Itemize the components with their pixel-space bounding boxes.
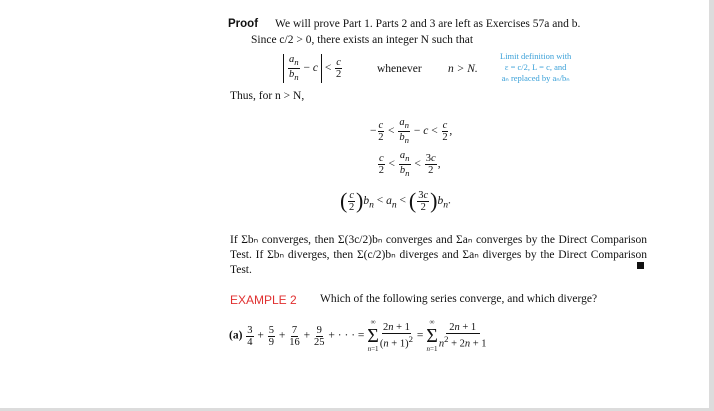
example-label: EXAMPLE 2: [230, 293, 297, 307]
proof-text: We will prove Part 1. Parts 2 and 3 are left as Exercises 57a and b.: [275, 18, 581, 30]
proof-label: Proof: [228, 18, 259, 30]
end-of-proof-icon: [637, 262, 644, 269]
example-question: Which of the following series converge, and which diverge?: [320, 293, 598, 305]
equation-3: ( $\frac{c}{2}$ )$b_n < a_n$ < ( $\frac{3c}{2}$ )$b_n$.: [340, 188, 451, 213]
whenever-text: whenever: [377, 63, 422, 75]
proof-line-1: [228, 18, 580, 30]
thus-text: Thus, for n > N,: [230, 90, 305, 102]
part-label: (a): [229, 329, 243, 342]
margin-note: Limit definition with ε = c/2, L = c, and aₙ replaced by aₙ/bₙ: [500, 51, 572, 83]
condition-text: n > N.: [448, 63, 478, 75]
equation-1: − $\frac{c}{2}$ < $\frac{a_n}{b_n}$ − c < $\frac{c}{2}$ ,: [370, 117, 453, 146]
series-a: (a) $\frac{3}{4}$ + $\frac{5}{9}$ + $\frac{7}{16}$ + $\frac{9}{25}$ + · · · = ∞ Σ n=1 $\frac{2n + 1}{(n + 1)^2}$ = ∞ Σ n=1 $\frac{2n + 1}{n^2 + 2n + 1}$: [229, 318, 487, 353]
proof-line-2: Since c/2 > 0, there exists an integer N such that: [251, 34, 474, 46]
equation-2: $\frac{c}{2}$ < $\frac{a_n}{b_n}$ < $\frac{3c}{2}$ ,: [378, 150, 441, 179]
limit-inequality: $\frac{a_n}{b_n}$ − c < $\frac{c}{2}$: [283, 54, 343, 83]
conclusion-paragraph: If Σbₙ converges, then Σ(3c/2)bₙ converges and Σaₙ converges by the Direct Comparison Test. If Σbₙ diverges, then Σ(c/2)bₙ diverges and Σaₙ diverges by the Direct Comparison Test.: [230, 234, 647, 276]
